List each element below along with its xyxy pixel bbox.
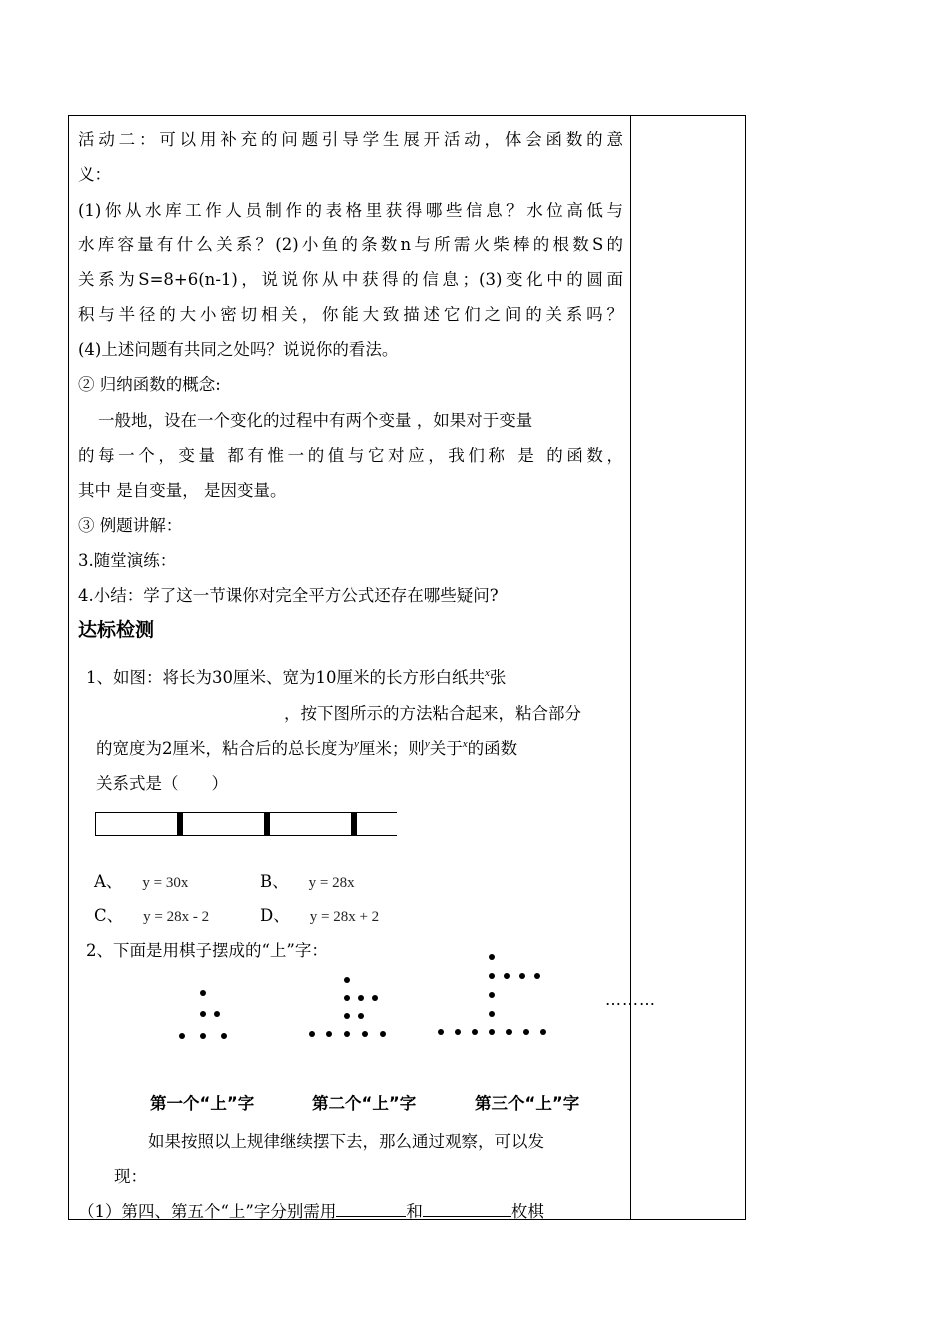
chess-piece-dot [455,1029,461,1035]
chess-piece-dot [221,1033,227,1039]
ellipsis: ……… [605,990,656,1009]
chess-piece-dot [472,1029,478,1035]
chess-piece-dot [506,1029,512,1035]
chess-piece-dot [200,1011,206,1017]
chess-piece-dot [380,1031,386,1037]
question-line-5: (4)上述问题有共同之处吗？说说你的看法。 [78,340,399,359]
summary-label: 4.小结：学了这一节课你对完全平方公式还存在哪些疑问? [78,586,499,605]
problem2-question-1: （1）第四、第五个“上”字分别需用 和 枚棋 [78,1202,544,1221]
option-b: B、 y = 28x [260,872,355,891]
var-y-2: y [424,738,430,750]
activity-line-2: 义： [78,165,111,184]
practice-label: 3.随堂演练： [78,551,177,570]
chess-piece-dot [344,977,350,983]
chess-piece-dot [372,995,378,1001]
question-line-2: 水库容量有什么关系？(2)小鱼的条数n与所需火柴棒的根数S的 [78,235,623,254]
chess-piece-dot [438,1029,444,1035]
question-line-3: 关系为S=8+6(n-1)，说说你从中获得的信息；(3)变化中的圆面 [78,270,623,289]
section-heading: 达标检测 [78,619,155,641]
problem1-line-3: 的宽度为2厘米，粘合后的总长度为$^y$厘米；则$^y$关于$^x$的函数 [96,738,518,758]
chess-piece-dot [326,1031,332,1037]
chess-piece-dot [523,1029,529,1035]
var-x-2: x [462,738,468,750]
problem2-line-1: 2、下面是用棋子摆成的“上”字： [86,941,328,960]
chess-piece-dot [344,1013,350,1019]
strip-joint [264,812,270,836]
chess-piece-dot [540,1029,546,1035]
caption-2: 第二个“上”字 [312,1094,417,1113]
chess-piece-dot [489,1011,495,1017]
blank-2[interactable] [423,1200,511,1217]
chess-piece-dot [344,995,350,1001]
activity-line-1: 活动二：可以用补充的问题引导学生展开活动，体会函数的意 [78,130,623,149]
concept-line-1: 一般地，设在一个变化的过程中有两个变量 ，如果对于变量 [98,411,533,430]
option-d: D、 y = 28x + 2 [260,906,380,925]
option-a: A、 y = 30x [94,872,189,891]
chess-piece-dot [362,1031,368,1037]
var-y: y [354,738,359,750]
blank-1[interactable] [336,1200,406,1217]
chess-piece-dot [344,1031,350,1037]
chess-piece-dot [358,1013,364,1019]
chess-piece-dot [489,1029,495,1035]
problem2-line-3: 现： [114,1167,147,1186]
caption-3: 第三个“上”字 [475,1094,580,1113]
chess-piece-dot [534,973,540,979]
question-line-4: 积与半径的大小密切相关，你能大致描述它们之间的关系吗？ [78,305,623,324]
chess-piece-dot [200,990,206,996]
caption-1: 第一个“上”字 [150,1094,255,1113]
example-label: ③ 例题讲解： [78,516,183,535]
chess-piece-dot [214,1011,220,1017]
chess-piece-dot [200,1033,206,1039]
problem1-line-4: 关系式是（ ） [96,774,228,793]
concept-line-3: 其中 是自变量， 是因变量。 [78,481,287,500]
strip-joint [177,812,183,836]
column-divider [630,115,631,1220]
chess-piece-dot [519,973,525,979]
problem1-line-2: ，按下图所示的方法粘合起来，粘合部分 [284,704,581,723]
chess-piece-dot [179,1033,185,1039]
chess-piece-dot [489,954,495,960]
problem1-line-1: 1、如图：将长为30厘米、宽为10厘米的长方形白纸共$^x$张 [86,667,507,687]
chess-piece-dot [358,995,364,1001]
question-line-1: (1)你从水库工作人员制作的表格里获得哪些信息？水位高低与 [78,201,623,220]
option-c: C、 y = 28x - 2 [94,906,210,925]
concept-title: ② 归纳函数的概念: [78,375,221,394]
chess-piece-dot [489,973,495,979]
chess-piece-dot [489,992,495,998]
chess-piece-dot [504,973,510,979]
concept-line-2: 的每一个，变量 都有惟一的值与它对应，我们称 是 的函数， [78,446,623,465]
chess-piece-dot [309,1031,315,1037]
problem2-line-2: 如果按照以上规律继续摆下去，那么通过观察，可以发 [148,1132,544,1151]
strip-joint [351,812,357,836]
var-x: x [485,667,490,679]
